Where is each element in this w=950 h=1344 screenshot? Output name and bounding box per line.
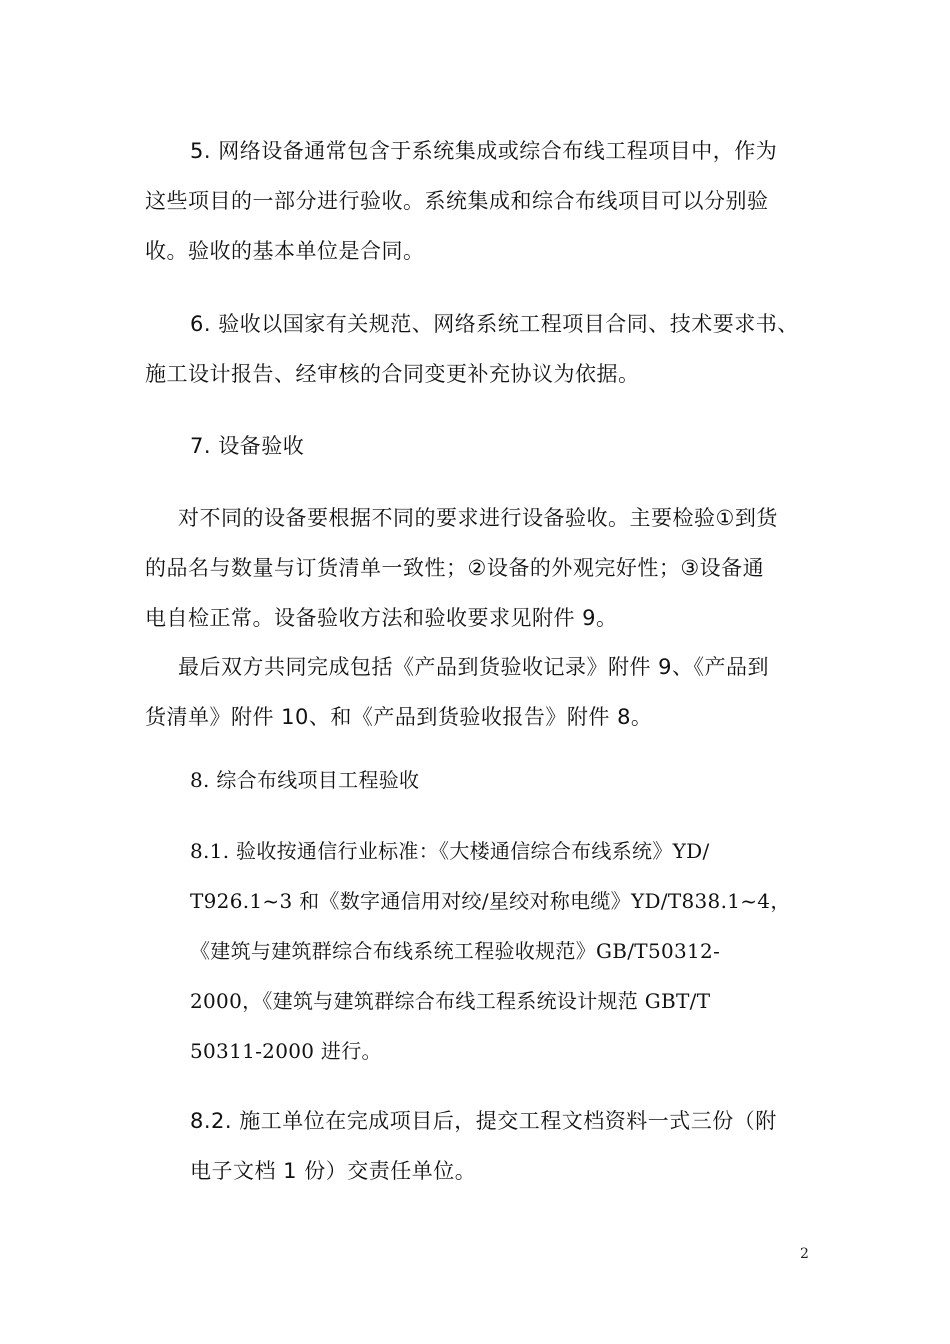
paragraph-7a-line-1: 对不同的设备要根据不同的要求进行设备验收。主要检验①到货 xyxy=(178,506,778,530)
paragraph-5-line-3: 收。验收的基本单位是合同。 xyxy=(145,239,425,263)
paragraph-6-line-1: 6. 验收以国家有关规范、网络系统工程项目合同、技术要求书、 xyxy=(190,312,799,336)
heading-7: 7. 设备验收 xyxy=(190,434,305,458)
page-number: 2 xyxy=(800,1246,809,1262)
paragraph-7b-line-1: 最后双方共同完成包括《产品到货验收记录》附件 9、《产品到 xyxy=(178,655,770,679)
paragraph-8-1-line-3: 《建筑与建筑群综合布线系统工程验收规范》GB/T50312- xyxy=(190,939,721,963)
heading-8: 8. 综合布线项目工程验收 xyxy=(190,768,420,792)
paragraph-5-line-2: 这些项目的一部分进行验收。系统集成和综合布线项目可以分别验 xyxy=(145,189,769,213)
paragraph-5-line-1: 5. 网络设备通常包含于系统集成或综合布线工程项目中，作为 xyxy=(190,139,778,163)
paragraph-8-2-line-1: 8.2. 施工单位在完成项目后，提交工程文档资料一式三份（附 xyxy=(190,1109,777,1133)
paragraph-6-line-2: 施工设计报告、经审核的合同变更补充协议为依据。 xyxy=(145,362,640,386)
paragraph-8-1-line-5: 50311-2000 进行。 xyxy=(190,1039,382,1063)
paragraph-7a-line-3: 电自检正常。设备验收方法和验收要求见附件 9。 xyxy=(145,606,618,630)
paragraph-7b-line-2: 货清单》附件 10、和《产品到货验收报告》附件 8。 xyxy=(145,705,653,729)
paragraph-8-1-line-1: 8.1. 验收按通信行业标准：《大楼通信综合布线系统》YD/ xyxy=(190,839,710,863)
paragraph-8-1-line-4: 2000，《建筑与建筑群综合布线工程系统设计规范 GBT/T xyxy=(190,989,711,1013)
paragraph-7a-line-2: 的品名与数量与订货清单一致性；②设备的外观完好性；③设备通 xyxy=(145,556,765,580)
paragraph-8-1-line-2: T926.1~3 和《数字通信用对绞/星绞对称电缆》YD/T838.1~4， xyxy=(190,889,791,913)
paragraph-8-2-line-2: 电子文档 1 份）交责任单位。 xyxy=(190,1159,477,1183)
